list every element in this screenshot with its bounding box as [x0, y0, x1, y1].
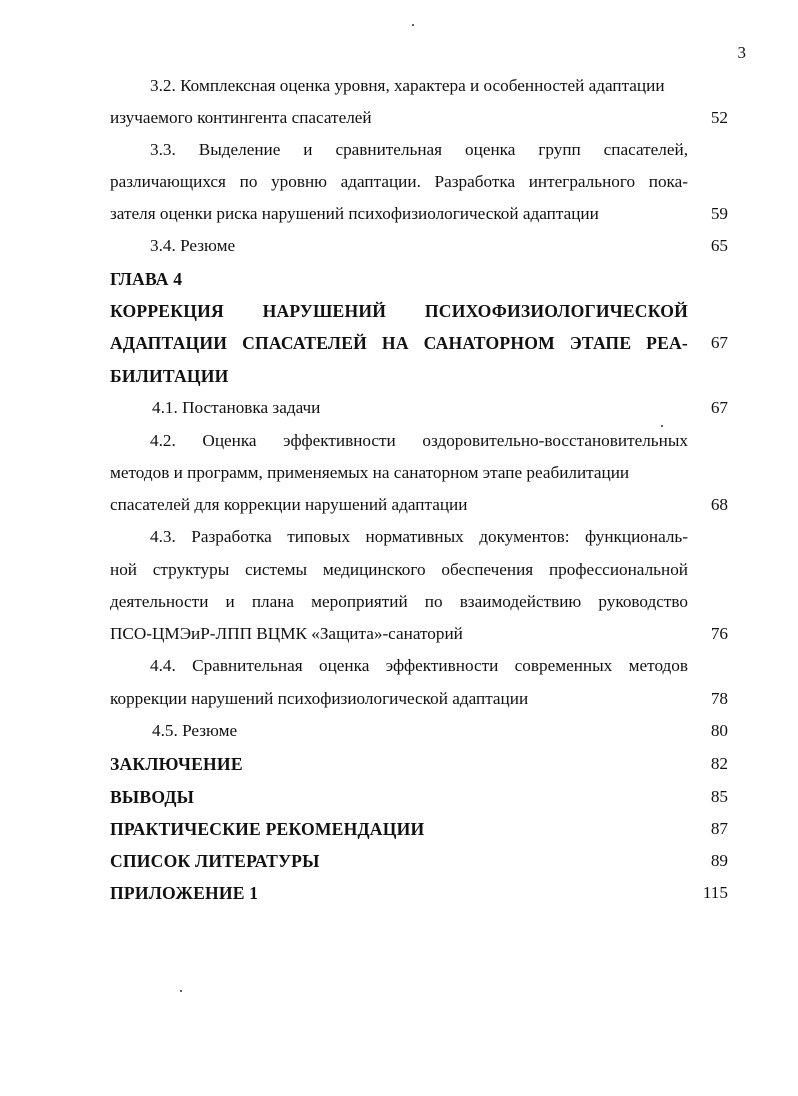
- toc-appendix-1: ПРИЛОЖЕНИЕ 1: [110, 883, 259, 903]
- toc-page-number: 85: [710, 787, 728, 806]
- toc-entry-4-3-line-2: ной структуры системы медицинского обеспечения профессиональной: [110, 560, 688, 579]
- chapter-4-title-line-3: БИЛИТАЦИИ: [110, 366, 229, 386]
- toc-entry-3-3-line-2: различающихся по уровню адаптации. Разработка интегрального пока-: [110, 172, 688, 191]
- toc-entry-3-2-line-2: изучаемого контингента спасателей: [110, 108, 372, 127]
- toc-page-number: 80: [710, 721, 728, 740]
- toc-entry-4-3-line-1: 4.3. Разработка типовых нормативных документов: функциональ-: [150, 527, 688, 546]
- toc-page-number: 68: [710, 495, 728, 514]
- toc-page-number: 89: [710, 851, 728, 870]
- toc-entry-3-3-line-1: 3.3. Выделение и сравнительная оценка групп спасателей,: [150, 140, 688, 159]
- toc-page-number: 115: [702, 883, 728, 902]
- chapter-4-title-line-2: АДАПТАЦИИ СПАСАТЕЛЕЙ НА САНАТОРНОМ ЭТАПЕ РЕА-: [110, 333, 688, 353]
- page-number: 3: [737, 43, 746, 62]
- toc-page-number: 78: [710, 689, 728, 708]
- toc-page-number: 76: [710, 624, 728, 643]
- toc-entry-4-5-line-1: 4.5. Резюме: [152, 721, 238, 740]
- toc-entry-4-3-line-3: деятельности и плана мероприятий по взаимодействию руководство: [110, 592, 688, 611]
- toc-page-number: 67: [710, 398, 728, 417]
- toc-entry-4-4-line-1: 4.4. Сравнительная оценка эффективности современных методов: [150, 656, 688, 675]
- toc-page-number: 65: [710, 236, 728, 255]
- toc-page-number: 87: [710, 819, 728, 838]
- scan-speck: [412, 24, 414, 26]
- toc-entry-3-4-line-1: 3.4. Резюме: [150, 236, 236, 255]
- toc-entry-4-3-line-4: ПСО-ЦМЭиР-ЛПП ВЦМК «Защита»-санаторий: [110, 624, 463, 643]
- toc-entry-3-3-line-3: зателя оценки риска нарушений психофизиологической адаптации: [110, 204, 599, 223]
- toc-page-number: 59: [710, 204, 728, 223]
- toc-page-number: 67: [710, 333, 728, 352]
- toc-page-number: 52: [710, 108, 728, 127]
- toc-entry-4-2-line-1: 4.2. Оценка эффективности оздоровительно-восстановительных: [150, 431, 688, 450]
- scan-speck: [661, 425, 663, 427]
- toc-entry-4-4-line-2: коррекции нарушений психофизиологической адаптации: [110, 689, 529, 708]
- toc-page-number: 82: [710, 754, 728, 773]
- toc-conclusion: ЗАКЛЮЧЕНИЕ: [110, 754, 243, 774]
- toc-practical-recommendations: ПРАКТИЧЕСКИЕ РЕКОМЕНДАЦИИ: [110, 819, 425, 839]
- scan-speck: [180, 990, 182, 992]
- chapter-4-label: ГЛАВА 4: [110, 269, 183, 289]
- toc-entry-4-2-line-3: спасателей для коррекции нарушений адаптации: [110, 495, 468, 514]
- toc-entry-4-1-line-1: 4.1. Постановка задачи: [152, 398, 321, 417]
- toc-entry-3-2-line-1: 3.2. Комплексная оценка уровня, характера и особенностей адаптации: [150, 76, 665, 95]
- toc-entry-4-2-line-2: методов и программ, применяемых на санаторном этапе реабилитации: [110, 463, 630, 482]
- toc-findings: ВЫВОДЫ: [110, 787, 195, 807]
- toc-references: СПИСОК ЛИТЕРАТУРЫ: [110, 851, 320, 871]
- chapter-4-title-line-1: КОРРЕКЦИЯ НАРУШЕНИЙ ПСИХОФИЗИОЛОГИЧЕСКОЙ: [110, 301, 688, 321]
